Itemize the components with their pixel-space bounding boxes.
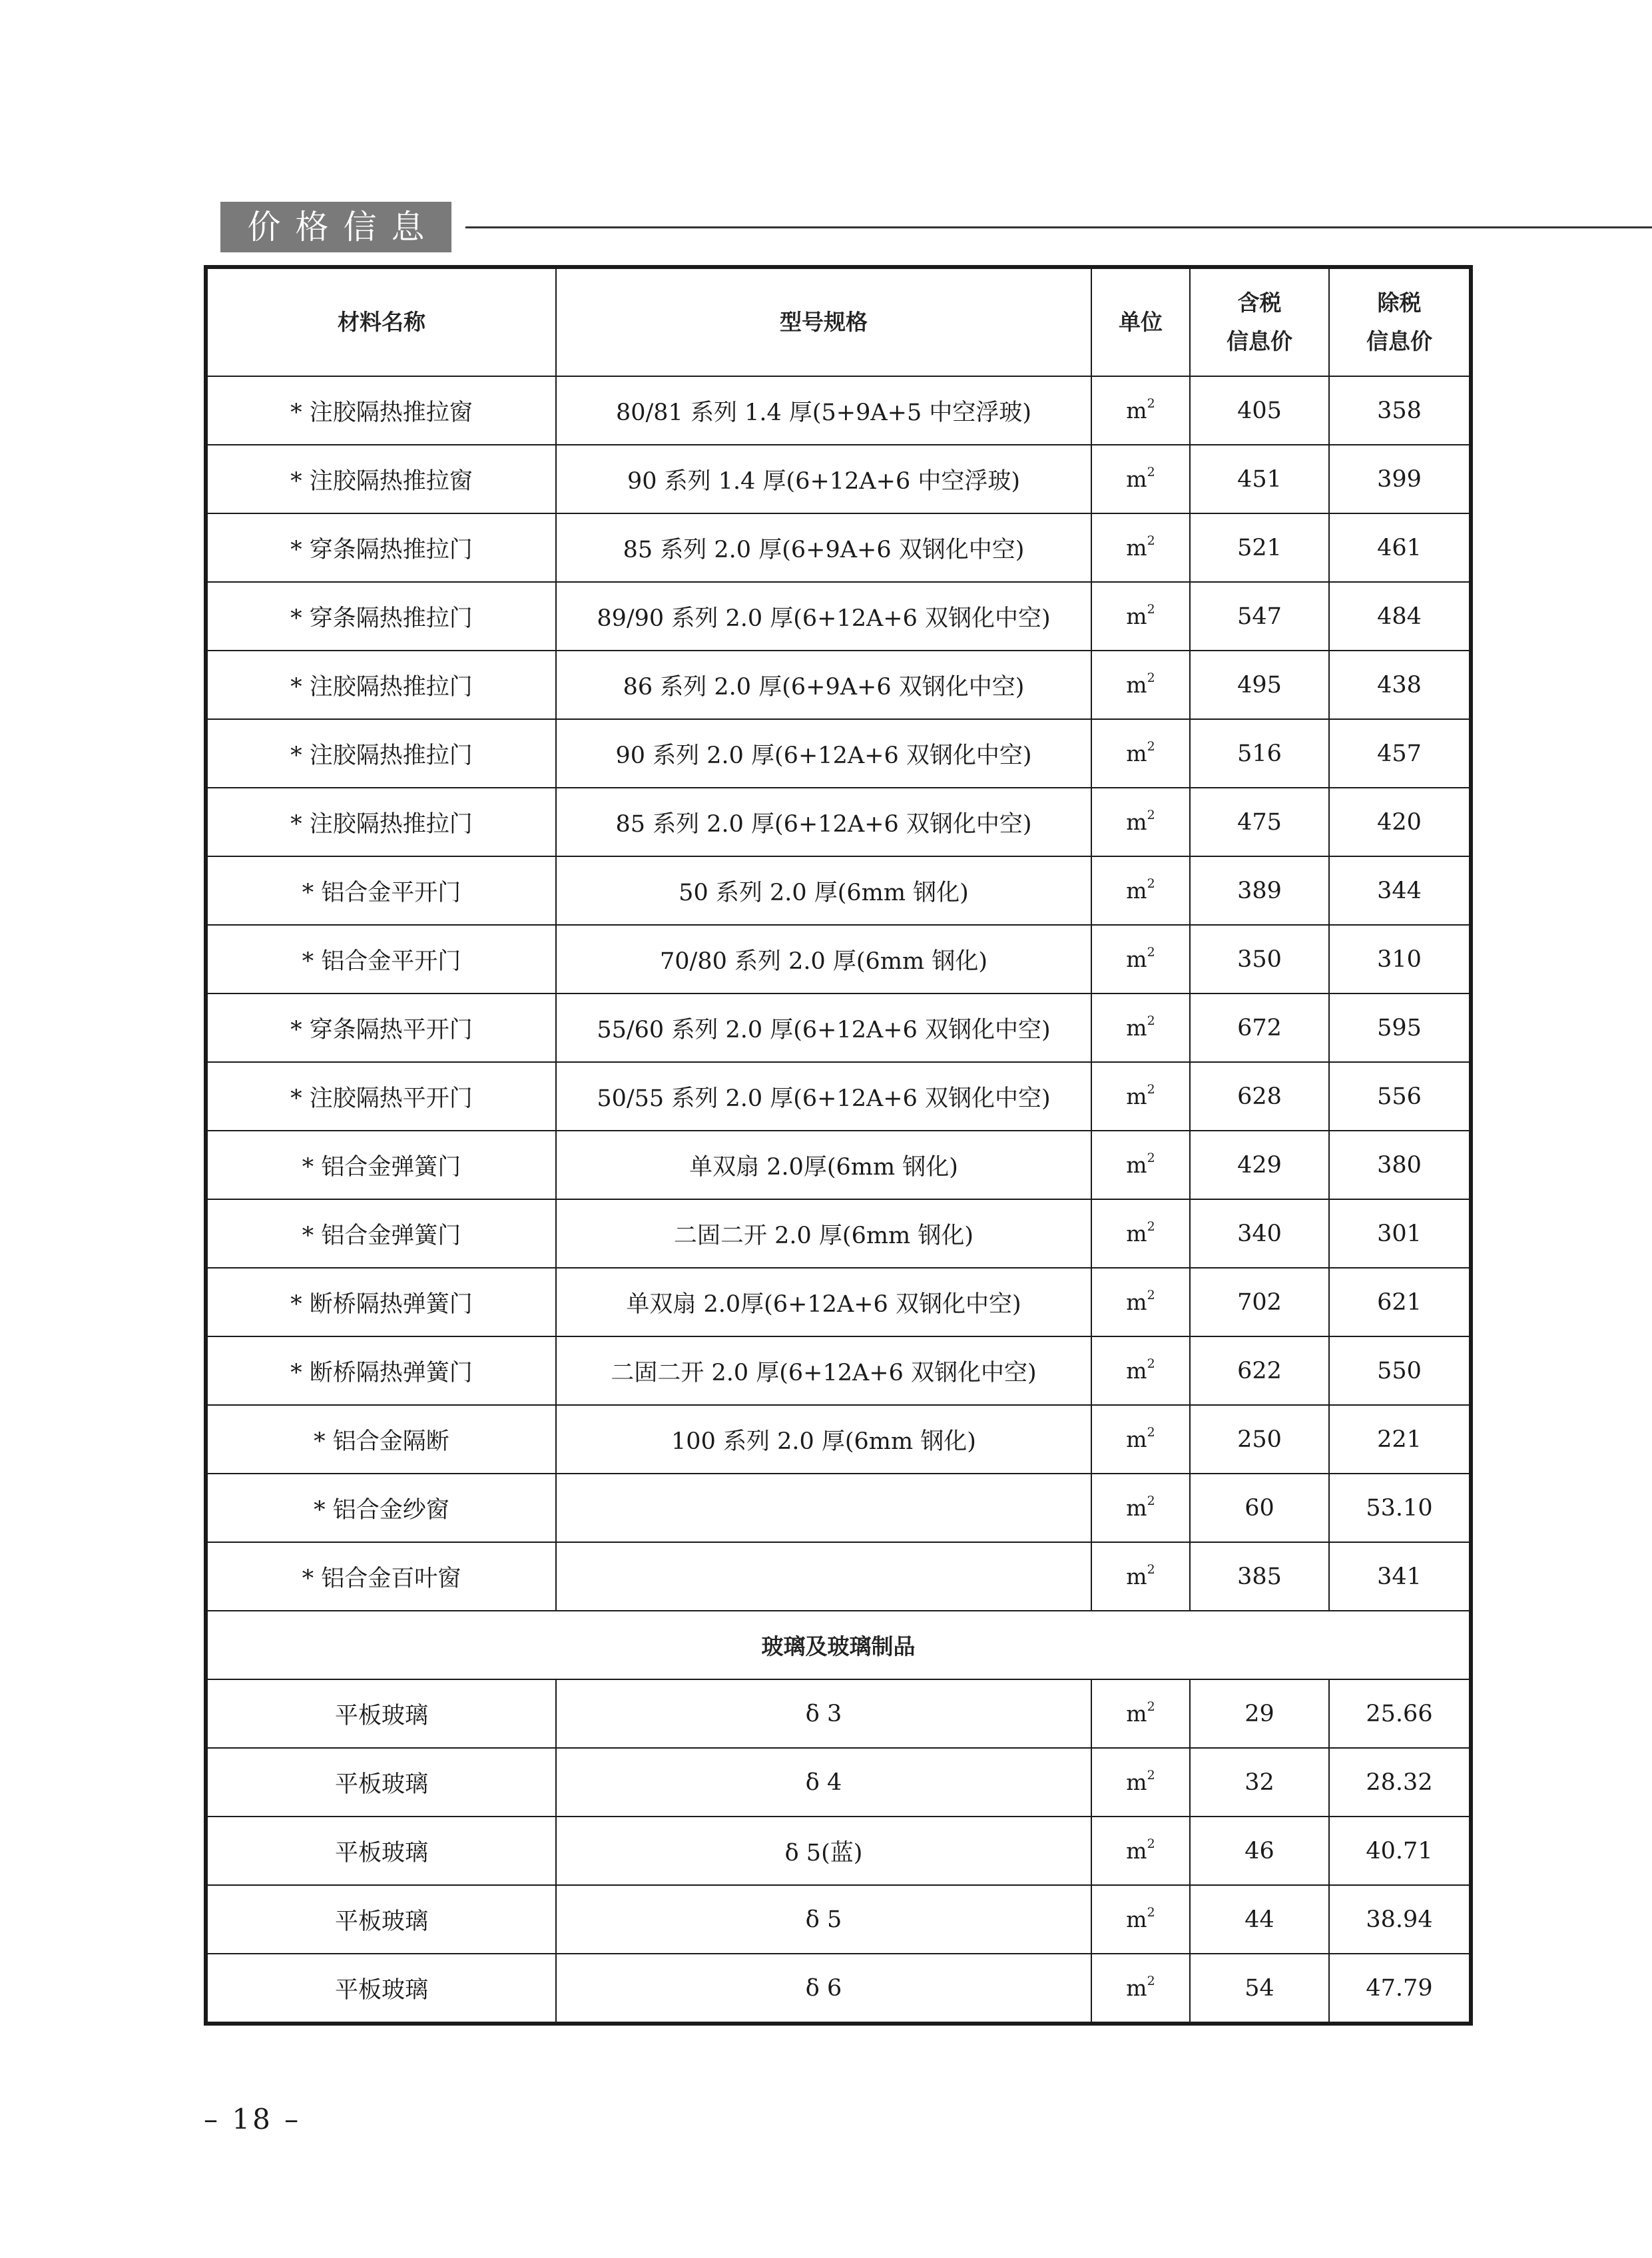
unit-base: m [1126, 1495, 1147, 1521]
table-row [206, 1199, 1471, 1268]
cell-material-name: * 铝合金百叶窗 [206, 1542, 556, 1611]
table-row [206, 1062, 1471, 1131]
cell-price-tax-excluded: 358 [1329, 376, 1471, 445]
cell-unit [1091, 1336, 1190, 1405]
cell-price-tax-excluded: 399 [1329, 445, 1471, 513]
cell-price-tax-excluded: 28.32 [1329, 1748, 1471, 1817]
unit-exponent: 2 [1147, 1562, 1155, 1577]
unit-exponent: 2 [1147, 1494, 1155, 1508]
column-header-spec: 型号规格 [556, 267, 1091, 376]
unit-exponent: 2 [1147, 1219, 1155, 1234]
cell-price-tax-included: 429 [1190, 1131, 1329, 1199]
cell-unit [1091, 1885, 1190, 1954]
cell-price-tax-excluded: 344 [1329, 856, 1471, 925]
column-header-price-tax-included-line2: 信息价 [1227, 328, 1292, 354]
cell-price-tax-included: 60 [1190, 1474, 1329, 1542]
cell-price-tax-excluded: 457 [1329, 719, 1471, 788]
cell-unit [1091, 1131, 1190, 1199]
unit-exponent: 2 [1147, 1288, 1155, 1302]
unit-base: m [1126, 1015, 1147, 1041]
unit-exponent: 2 [1147, 671, 1155, 685]
cell-spec: δ 6 [556, 1954, 1091, 2024]
cell-price-tax-included: 628 [1190, 1062, 1329, 1131]
cell-price-tax-included: 385 [1190, 1542, 1329, 1611]
cell-spec: 90 系列 1.4 厚(6+12A+6 中空浮玻) [556, 445, 1091, 513]
table-row [206, 1954, 1471, 2024]
unit-base: m [1126, 1152, 1147, 1178]
cell-spec: δ 5 [556, 1885, 1091, 1954]
cell-spec [556, 1474, 1091, 1542]
table-row [206, 445, 1471, 513]
page-number: – 18 – [204, 2103, 302, 2135]
unit-exponent: 2 [1147, 1356, 1155, 1371]
cell-material-name: * 注胶隔热推拉门 [206, 719, 556, 788]
section-title: 价格信息 [220, 202, 451, 252]
cell-price-tax-included: 547 [1190, 582, 1329, 651]
cell-material-name: * 铝合金平开门 [206, 856, 556, 925]
table-row [206, 788, 1471, 856]
cell-price-tax-excluded: 310 [1329, 925, 1471, 993]
table-row [206, 719, 1471, 788]
cell-price-tax-included: 451 [1190, 445, 1329, 513]
cell-unit [1091, 788, 1190, 856]
unit-base: m [1126, 1289, 1147, 1315]
cell-price-tax-excluded: 380 [1329, 1131, 1471, 1199]
cell-price-tax-excluded: 595 [1329, 993, 1471, 1062]
table-row [206, 1405, 1471, 1474]
table-row [206, 376, 1471, 445]
unit-base: m [1126, 1221, 1147, 1247]
table-row [206, 1474, 1471, 1542]
unit-exponent: 2 [1147, 1013, 1155, 1028]
table-row [206, 1817, 1471, 1885]
cell-unit [1091, 856, 1190, 925]
cell-unit [1091, 1199, 1190, 1268]
price-table [204, 265, 1473, 2026]
unit-exponent: 2 [1147, 1836, 1155, 1851]
unit-exponent: 2 [1147, 945, 1155, 960]
cell-spec: 86 系列 2.0 厚(6+9A+6 双钢化中空) [556, 651, 1091, 719]
cell-spec: 85 系列 2.0 厚(6+12A+6 双钢化中空) [556, 788, 1091, 856]
cell-material-name: 平板玻璃 [206, 1748, 556, 1817]
cell-spec: 80/81 系列 1.4 厚(5+9A+5 中空浮玻) [556, 376, 1091, 445]
cell-price-tax-included: 350 [1190, 925, 1329, 993]
cell-price-tax-excluded: 461 [1329, 513, 1471, 582]
column-header-price-tax-included-line1: 含税 [1237, 290, 1282, 316]
unit-exponent: 2 [1147, 1974, 1155, 1988]
cell-price-tax-included: 702 [1190, 1268, 1329, 1336]
cell-price-tax-included: 622 [1190, 1336, 1329, 1405]
cell-price-tax-excluded: 484 [1329, 582, 1471, 651]
cell-spec: 单双扇 2.0厚(6mm 钢化) [556, 1131, 1091, 1199]
unit-exponent: 2 [1147, 465, 1155, 479]
cell-unit [1091, 1405, 1190, 1474]
cell-price-tax-excluded: 341 [1329, 1542, 1471, 1611]
section-header [220, 202, 1645, 252]
cell-spec: δ 4 [556, 1748, 1091, 1817]
unit-base: m [1126, 946, 1147, 972]
unit-base: m [1126, 603, 1147, 629]
table-row [206, 993, 1471, 1062]
unit-base: m [1126, 1426, 1147, 1452]
cell-material-name: * 注胶隔热推拉门 [206, 651, 556, 719]
cell-price-tax-excluded: 38.94 [1329, 1885, 1471, 1954]
unit-exponent: 2 [1147, 1151, 1155, 1165]
unit-base: m [1126, 1563, 1147, 1589]
cell-price-tax-included: 405 [1190, 376, 1329, 445]
table-header-row [206, 267, 1471, 376]
cell-spec: 89/90 系列 2.0 厚(6+12A+6 双钢化中空) [556, 582, 1091, 651]
cell-price-tax-included: 32 [1190, 1748, 1329, 1817]
unit-base: m [1126, 398, 1147, 423]
column-header-price-tax-excluded [1329, 267, 1471, 376]
unit-base: m [1126, 740, 1147, 766]
cell-unit [1091, 582, 1190, 651]
unit-base: m [1126, 1083, 1147, 1109]
cell-price-tax-included: 29 [1190, 1679, 1329, 1748]
unit-exponent: 2 [1147, 533, 1155, 548]
table-row [206, 1885, 1471, 1954]
cell-unit [1091, 513, 1190, 582]
cell-spec: δ 3 [556, 1679, 1091, 1748]
cell-price-tax-included: 46 [1190, 1817, 1329, 1885]
cell-price-tax-excluded: 53.10 [1329, 1474, 1471, 1542]
column-header-material-name: 材料名称 [206, 267, 556, 376]
cell-spec: 50 系列 2.0 厚(6mm 钢化) [556, 856, 1091, 925]
cell-spec: 100 系列 2.0 厚(6mm 钢化) [556, 1405, 1091, 1474]
cell-price-tax-excluded: 25.66 [1329, 1679, 1471, 1748]
cell-material-name: * 铝合金弹簧门 [206, 1199, 556, 1268]
column-header-price-tax-excluded-line1: 除税 [1377, 290, 1422, 316]
cell-unit [1091, 1268, 1190, 1336]
cell-material-name: * 穿条隔热推拉门 [206, 513, 556, 582]
cell-price-tax-included: 389 [1190, 856, 1329, 925]
unit-exponent: 2 [1147, 739, 1155, 754]
cell-price-tax-excluded: 621 [1329, 1268, 1471, 1336]
cell-price-tax-excluded: 420 [1329, 788, 1471, 856]
unit-base: m [1126, 1358, 1147, 1384]
cell-spec: 70/80 系列 2.0 厚(6mm 钢化) [556, 925, 1091, 993]
cell-spec: 90 系列 2.0 厚(6+12A+6 双钢化中空) [556, 719, 1091, 788]
table-row [206, 1679, 1471, 1748]
cell-material-name: * 断桥隔热弹簧门 [206, 1268, 556, 1336]
cell-material-name: * 注胶隔热推拉窗 [206, 376, 556, 445]
cell-unit [1091, 376, 1190, 445]
cell-material-name: * 穿条隔热推拉门 [206, 582, 556, 651]
unit-exponent: 2 [1147, 808, 1155, 822]
section-divider [465, 226, 1652, 228]
unit-base: m [1126, 1701, 1147, 1727]
cell-unit [1091, 1748, 1190, 1817]
cell-material-name: * 注胶隔热推拉门 [206, 788, 556, 856]
table-row [206, 856, 1471, 925]
cell-price-tax-included: 44 [1190, 1885, 1329, 1954]
unit-base: m [1126, 672, 1147, 698]
table-body-glass [206, 1679, 1471, 2024]
cell-price-tax-included: 516 [1190, 719, 1329, 788]
cell-unit [1091, 719, 1190, 788]
cell-material-name: 平板玻璃 [206, 1817, 556, 1885]
table-row [206, 1748, 1471, 1817]
cell-material-name: * 注胶隔热推拉窗 [206, 445, 556, 513]
unit-base: m [1126, 466, 1147, 492]
cell-price-tax-included: 475 [1190, 788, 1329, 856]
cell-price-tax-excluded: 40.71 [1329, 1817, 1471, 1885]
cell-unit [1091, 1542, 1190, 1611]
cell-unit [1091, 993, 1190, 1062]
cell-material-name: 平板玻璃 [206, 1954, 556, 2024]
cell-price-tax-included: 54 [1190, 1954, 1329, 2024]
unit-base: m [1126, 1906, 1147, 1932]
cell-price-tax-excluded: 301 [1329, 1199, 1471, 1268]
cell-spec: 55/60 系列 2.0 厚(6+12A+6 双钢化中空) [556, 993, 1091, 1062]
unit-exponent: 2 [1147, 1905, 1155, 1920]
cell-spec [556, 1542, 1091, 1611]
table-row [206, 582, 1471, 651]
unit-exponent: 2 [1147, 1425, 1155, 1440]
cell-material-name: * 断桥隔热弹簧门 [206, 1336, 556, 1405]
table-row [206, 1542, 1471, 1611]
cell-spec: 85 系列 2.0 厚(6+9A+6 双钢化中空) [556, 513, 1091, 582]
section-row-glass [206, 1611, 1471, 1679]
cell-material-name: * 铝合金纱窗 [206, 1474, 556, 1542]
table-row [206, 651, 1471, 719]
unit-base: m [1126, 878, 1147, 904]
unit-base: m [1126, 1975, 1147, 2001]
cell-spec: 单双扇 2.0厚(6+12A+6 双钢化中空) [556, 1268, 1091, 1336]
unit-exponent: 2 [1147, 1699, 1155, 1714]
section-row-title: 玻璃及玻璃制品 [206, 1611, 1471, 1679]
cell-spec: 二固二开 2.0 厚(6+12A+6 双钢化中空) [556, 1336, 1091, 1405]
cell-spec: δ 5(蓝) [556, 1817, 1091, 1885]
unit-exponent: 2 [1147, 876, 1155, 891]
cell-price-tax-included: 672 [1190, 993, 1329, 1062]
unit-exponent: 2 [1147, 396, 1155, 411]
cell-price-tax-excluded: 550 [1329, 1336, 1471, 1405]
price-table-container [204, 265, 1469, 2026]
cell-price-tax-included: 250 [1190, 1405, 1329, 1474]
unit-base: m [1126, 809, 1147, 835]
cell-unit [1091, 651, 1190, 719]
unit-base: m [1126, 1838, 1147, 1864]
cell-price-tax-excluded: 556 [1329, 1062, 1471, 1131]
table-row [206, 1131, 1471, 1199]
cell-material-name: * 穿条隔热平开门 [206, 993, 556, 1062]
cell-material-name: * 铝合金弹簧门 [206, 1131, 556, 1199]
table-row [206, 1268, 1471, 1336]
cell-unit [1091, 1954, 1190, 2024]
table-body-glass-section [206, 1611, 1471, 1679]
cell-spec: 二固二开 2.0 厚(6mm 钢化) [556, 1199, 1091, 1268]
cell-unit [1091, 1474, 1190, 1542]
column-header-unit: 单位 [1091, 267, 1190, 376]
table-body-aluminum [206, 376, 1471, 1611]
cell-unit [1091, 445, 1190, 513]
cell-price-tax-excluded: 438 [1329, 651, 1471, 719]
cell-unit [1091, 925, 1190, 993]
cell-material-name: 平板玻璃 [206, 1885, 556, 1954]
cell-unit [1091, 1679, 1190, 1748]
unit-exponent: 2 [1147, 602, 1155, 617]
unit-exponent: 2 [1147, 1082, 1155, 1097]
cell-material-name: * 注胶隔热平开门 [206, 1062, 556, 1131]
cell-price-tax-excluded: 47.79 [1329, 1954, 1471, 2024]
cell-price-tax-included: 340 [1190, 1199, 1329, 1268]
cell-spec: 50/55 系列 2.0 厚(6+12A+6 双钢化中空) [556, 1062, 1091, 1131]
cell-price-tax-excluded: 221 [1329, 1405, 1471, 1474]
unit-base: m [1126, 535, 1147, 561]
unit-base: m [1126, 1769, 1147, 1795]
unit-exponent: 2 [1147, 1768, 1155, 1783]
table-row [206, 1336, 1471, 1405]
column-header-price-tax-excluded-line2: 信息价 [1366, 328, 1432, 354]
cell-unit [1091, 1817, 1190, 1885]
cell-price-tax-included: 495 [1190, 651, 1329, 719]
cell-material-name: * 铝合金平开门 [206, 925, 556, 993]
column-header-price-tax-included [1190, 267, 1329, 376]
cell-price-tax-included: 521 [1190, 513, 1329, 582]
cell-unit [1091, 1062, 1190, 1131]
cell-material-name: * 铝合金隔断 [206, 1405, 556, 1474]
cell-material-name: 平板玻璃 [206, 1679, 556, 1748]
table-row [206, 925, 1471, 993]
table-row [206, 513, 1471, 582]
